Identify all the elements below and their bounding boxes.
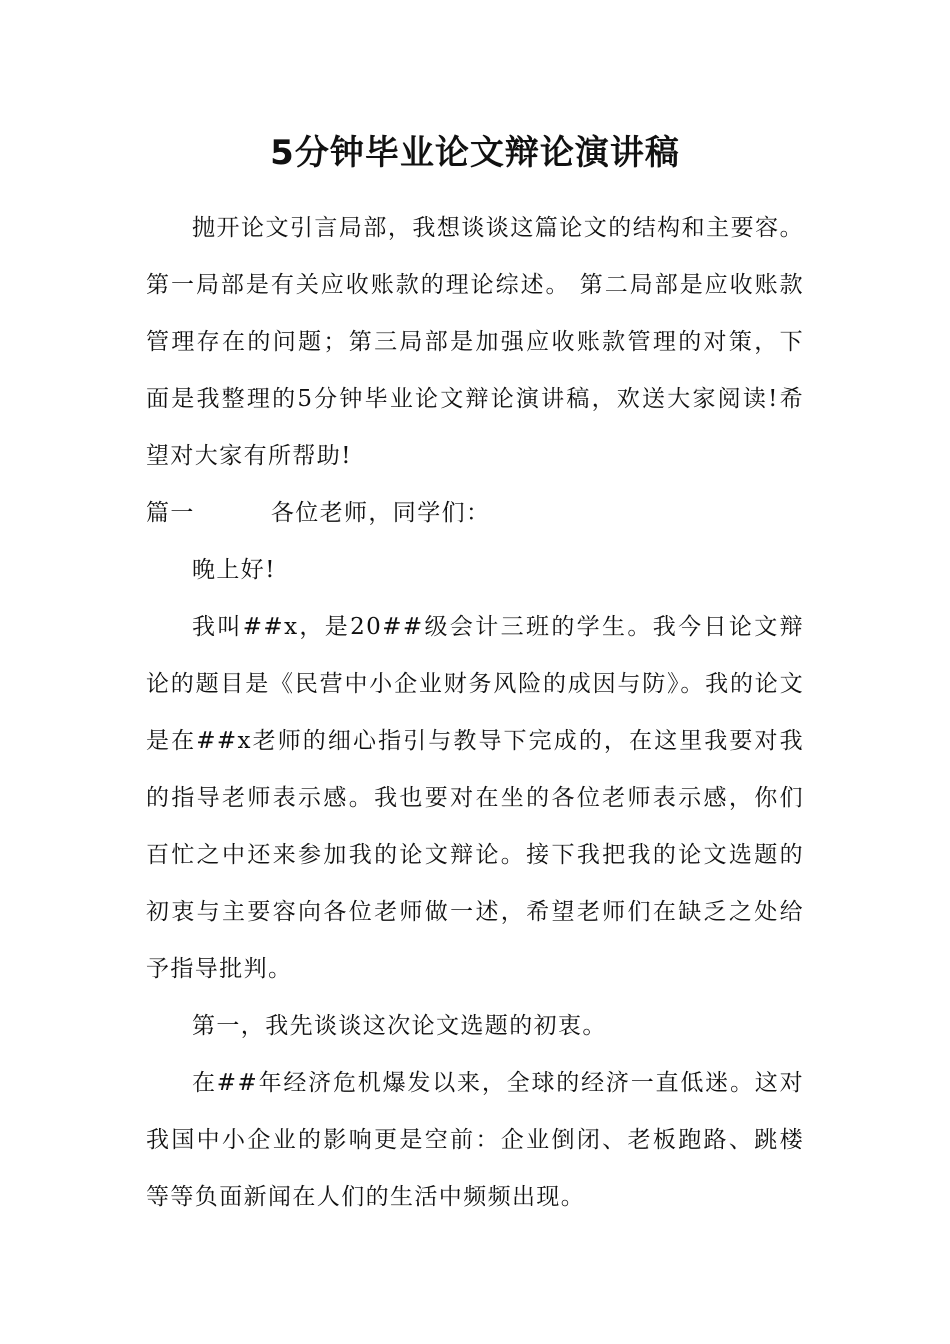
paragraph-crisis: 在##年经济危机爆发以来，全球的经济一直低迷。这对我国中小企业的影响更是空前：企业倒闭、老板跑路、跳楼等等负面新闻在人们的生活中频频出现。 [146, 1070, 804, 1210]
document-body [146, 200, 804, 1226]
document-title: 5分钟毕业论文辩论演讲稿 [270, 133, 680, 173]
paragraph-self-intro: 我叫##x，是20##级会计三班的学生。我今日论文辩论的题目是《民营中小企业财务风险的成因与防》。我的论文是在##x老师的细心指引与教导下完成的，在这里我要对我的指导老师表示感。我也要对在坐的各位老师表示感，你们百忙之中还来参加我的论文辩论。接下我把我的论文选题的初衷与主要容向各位老师做一述，希望老师们在缺乏之处给予指导批判。 [146, 614, 804, 982]
section-label: 篇一 [146, 500, 195, 526]
paragraph-section-heading [146, 485, 804, 542]
greeting-audience: 各位老师，同学们： [270, 500, 491, 526]
paragraph-good-evening: 晚上好! [192, 557, 276, 583]
paragraph-first-point: 第一，我先谈谈这次论文选题的初衷。 [192, 1013, 607, 1039]
paragraph-intro: 抛开论文引言局部，我想谈谈这篇论文的结构和主要容。 第一局部是有关应收账款的理论综述。 第二局部是应收账款管理存在的问题；第三局部是加强应收账款管理的对策，下面是我整理的5分钟毕业论文辩论演讲稿，欢送大家阅读!希望对大家有所帮助! [146, 215, 804, 469]
